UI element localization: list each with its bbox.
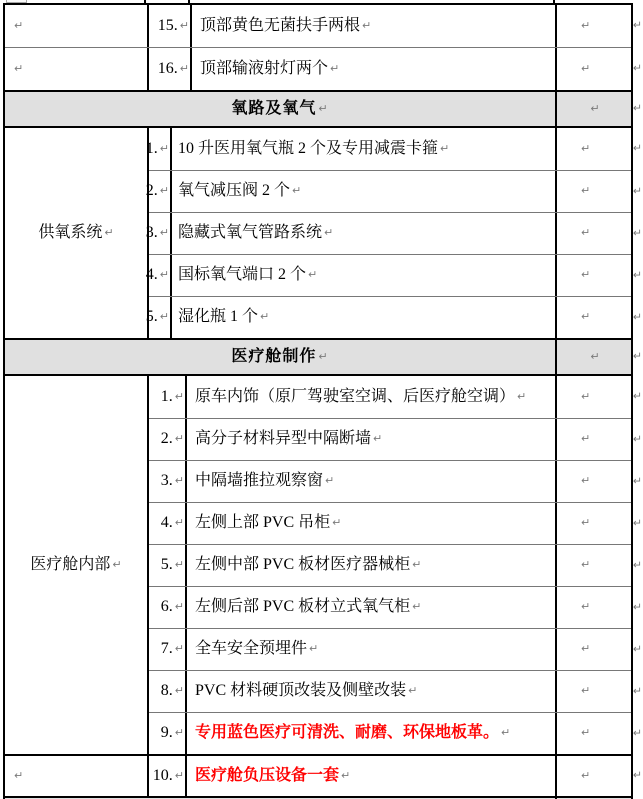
paragraph-mark-icon: ↵ [581, 768, 591, 782]
paragraph-mark-icon: ↵ [517, 389, 527, 403]
remarks-cell[interactable] [557, 213, 631, 254]
row-number-cell[interactable] [149, 629, 187, 670]
row-end-mark-icon: ↵ [632, 18, 642, 32]
description-cell[interactable] [187, 419, 557, 460]
description-cell[interactable] [192, 5, 557, 47]
row-end-mark-icon: ↵ [632, 726, 642, 740]
description-text-red: 专用蓝色医疗可清洗、耐磨、环保地板革。 [195, 724, 500, 742]
description-cell[interactable] [187, 461, 557, 502]
paragraph-mark-icon: ↵ [104, 225, 114, 239]
remarks-cell[interactable] [557, 461, 631, 502]
paragraph-mark-icon: ↵ [501, 726, 511, 740]
remarks-cell[interactable] [557, 629, 631, 670]
description-text: 国标氧气端口 2 个 [178, 266, 307, 284]
row-number: 3. [160, 472, 173, 490]
table-row-15 [5, 5, 642, 47]
paragraph-mark-icon: ↵ [179, 18, 189, 32]
description-cell[interactable] [187, 503, 557, 544]
remarks-cell[interactable] [557, 419, 631, 460]
row-number: 2. [145, 182, 158, 200]
paragraph-mark-icon: ↵ [14, 768, 24, 782]
row-number: 1. [145, 139, 158, 157]
remarks-cell[interactable] [557, 128, 631, 170]
paragraph-mark-icon: ↵ [159, 226, 169, 240]
paragraph-mark-icon: ↵ [412, 558, 422, 572]
paragraph-mark-icon: ↵ [373, 432, 383, 446]
row-end-mark-icon: ↵ [632, 474, 642, 488]
category-cell-empty[interactable] [5, 48, 149, 90]
paragraph-mark-icon: ↵ [179, 61, 189, 75]
paragraph-mark-icon: ↵ [408, 684, 418, 698]
paragraph-mark-icon: ↵ [330, 61, 340, 75]
row-number-cell[interactable] [149, 545, 187, 586]
section-title: 医疗舱制作 [231, 347, 317, 365]
row-number: 6. [160, 598, 173, 616]
row-number: 9. [160, 724, 173, 742]
paragraph-mark-icon: ↵ [14, 18, 24, 32]
category-cell-empty[interactable] [5, 5, 149, 47]
row-number: 1. [160, 387, 173, 405]
paragraph-mark-icon: ↵ [581, 18, 591, 32]
row-number: 4. [160, 514, 173, 532]
description-cell[interactable] [172, 171, 557, 212]
table-row [145, 254, 642, 296]
row-end-mark-icon: ↵ [632, 642, 642, 656]
section-header-oxygen [5, 90, 642, 128]
remarks-cell[interactable] [557, 545, 631, 586]
category-label: 供氧系统 [38, 223, 103, 241]
description-text: 中隔墙推拉观察窗 [195, 472, 324, 490]
table-row [145, 296, 642, 338]
paragraph-mark-icon: ↵ [581, 600, 591, 614]
paragraph-mark-icon: ↵ [581, 642, 591, 656]
paragraph-mark-icon: ↵ [174, 642, 184, 656]
row-number-cell[interactable] [149, 671, 187, 712]
row-number-cell[interactable] [145, 255, 172, 296]
table-row [149, 628, 642, 670]
description-text-red: 医疗舱负压设备一套 [195, 766, 340, 784]
section-header-cell[interactable] [5, 92, 557, 126]
table-row-16 [5, 47, 642, 90]
paragraph-mark-icon: ↵ [174, 474, 184, 488]
row-end-mark-icon: ↵ [632, 768, 642, 782]
row-number: 2. [160, 430, 173, 448]
row-number: 5. [160, 556, 173, 574]
paragraph-mark-icon: ↵ [581, 184, 591, 198]
table-row [149, 544, 642, 586]
row-number: 15. [157, 16, 178, 34]
description-cell[interactable] [187, 545, 557, 586]
row-end-mark-icon: ↵ [632, 558, 642, 572]
paragraph-mark-icon: ↵ [174, 768, 184, 782]
row-end-mark-icon: ↵ [632, 684, 642, 698]
description-cell[interactable] [187, 756, 557, 796]
paragraph-mark-icon: ↵ [318, 349, 329, 363]
paragraph-mark-icon: ↵ [590, 349, 600, 363]
row-end-mark-icon: ↵ [632, 226, 642, 240]
paragraph-mark-icon: ↵ [581, 141, 591, 155]
description-text: 左侧上部 PVC 吊柜 [195, 514, 331, 532]
table-row [145, 212, 642, 254]
description-text: 左侧后部 PVC 板材立式氧气柜 [195, 598, 411, 616]
row-end-mark-icon: ↵ [632, 101, 642, 115]
paragraph-mark-icon: ↵ [324, 226, 334, 240]
paragraph-mark-icon: ↵ [581, 558, 591, 572]
description-cell[interactable] [187, 629, 557, 670]
description-text: 隐藏式氧气管路系统 [178, 224, 323, 242]
section-header-cabin [5, 338, 642, 376]
row-end-mark-icon: ↵ [632, 141, 642, 155]
paragraph-mark-icon: ↵ [581, 474, 591, 488]
row-number-cell[interactable] [149, 376, 187, 418]
row-end-mark-icon: ↵ [632, 432, 642, 446]
paragraph-mark-icon: ↵ [292, 184, 302, 198]
section-title: 氧路及氧气 [231, 99, 317, 117]
row-number-cell[interactable] [149, 461, 187, 502]
row-number: 8. [160, 682, 173, 700]
row-end-mark-icon: ↵ [632, 516, 642, 530]
description-cell[interactable] [172, 213, 557, 254]
paragraph-mark-icon: ↵ [362, 18, 372, 32]
description-text: 左侧中部 PVC 板材医疗器械柜 [195, 556, 411, 574]
paragraph-mark-icon: ↵ [581, 226, 591, 240]
row-number-cell[interactable] [145, 171, 172, 212]
paragraph-mark-icon: ↵ [159, 268, 169, 282]
description-text: 全车安全预埋件 [195, 640, 308, 658]
table-row [149, 502, 642, 544]
description-text: 10 升医用氧气瓶 2 个及专用减震卡箍 [178, 139, 439, 157]
row-end-mark-icon: ↵ [632, 268, 642, 282]
paragraph-mark-icon: ↵ [318, 101, 329, 115]
paragraph-mark-icon: ↵ [341, 768, 351, 782]
description-cell[interactable] [172, 128, 557, 170]
paragraph-mark-icon: ↵ [581, 310, 591, 324]
paragraph-mark-icon: ↵ [174, 726, 184, 740]
description-text: 氧气减压阀 2 个 [178, 182, 291, 200]
remarks-cell[interactable] [557, 587, 631, 628]
table-row [149, 670, 642, 712]
description-text: 顶部黄色无菌扶手两根 [200, 16, 361, 34]
row-number: 3. [145, 224, 158, 242]
paragraph-mark-icon: ↵ [581, 61, 591, 75]
row-number-cell[interactable] [149, 587, 187, 628]
row-number: 4. [145, 266, 158, 284]
row-number: 16. [157, 59, 178, 77]
paragraph-mark-icon: ↵ [174, 516, 184, 530]
description-cell[interactable] [172, 255, 557, 296]
paragraph-mark-icon: ↵ [159, 310, 169, 324]
table-row [145, 128, 642, 170]
remarks-cell[interactable] [557, 297, 631, 338]
section-header-cell[interactable] [5, 340, 557, 374]
paragraph-mark-icon: ↵ [581, 684, 591, 698]
remarks-cell[interactable] [557, 48, 631, 90]
remarks-cell[interactable] [557, 92, 631, 126]
paragraph-mark-icon: ↵ [112, 557, 122, 571]
paragraph-mark-icon: ↵ [590, 101, 600, 115]
paragraph-mark-icon: ↵ [174, 600, 184, 614]
description-text: 原车内饰（原厂驾驶室空调、后医疗舱空调） [195, 387, 516, 405]
remarks-cell[interactable] [557, 340, 631, 374]
row-end-mark-icon: ↵ [632, 61, 642, 75]
description-cell[interactable] [192, 48, 557, 90]
remarks-cell[interactable] [557, 5, 631, 47]
description-cell[interactable] [187, 671, 557, 712]
row-number-cell[interactable] [145, 128, 172, 170]
paragraph-mark-icon: ↵ [440, 141, 450, 155]
paragraph-mark-icon: ↵ [325, 474, 335, 488]
row-end-mark-icon: ↵ [632, 349, 642, 363]
remarks-cell[interactable] [557, 756, 631, 796]
row-number: 7. [160, 640, 173, 658]
description-cell[interactable] [187, 376, 557, 418]
row-number-cell[interactable] [145, 297, 172, 338]
paragraph-mark-icon: ↵ [581, 268, 591, 282]
table-row [145, 170, 642, 212]
category-cell-empty[interactable] [5, 756, 149, 796]
table-row [149, 460, 642, 502]
row-end-mark-icon: ↵ [632, 600, 642, 614]
row-number-cell[interactable] [149, 419, 187, 460]
remarks-cell[interactable] [557, 376, 631, 418]
row-number-cell[interactable] [145, 213, 172, 254]
description-cell[interactable] [187, 587, 557, 628]
paragraph-mark-icon: ↵ [174, 684, 184, 698]
row-number: 5. [145, 308, 158, 326]
paragraph-mark-icon: ↵ [332, 516, 342, 530]
remarks-cell[interactable] [557, 503, 631, 544]
cabin-interior-section [5, 376, 642, 754]
description-text: 高分子材料异型中隔断墙 [195, 430, 372, 448]
row-end-mark-icon: ↵ [632, 310, 642, 324]
category-cell-cabin-interior[interactable] [5, 376, 149, 754]
paragraph-mark-icon: ↵ [581, 516, 591, 530]
description-text: 顶部输液射灯两个 [200, 59, 329, 77]
paragraph-mark-icon: ↵ [174, 389, 184, 403]
paragraph-mark-icon: ↵ [581, 432, 591, 446]
table-row [149, 418, 642, 460]
paragraph-mark-icon: ↵ [159, 184, 169, 198]
remarks-cell[interactable] [557, 713, 631, 754]
remarks-cell[interactable] [557, 171, 631, 212]
description-text: PVC 材料硬顶改装及侧壁改装 [195, 682, 407, 700]
paragraph-mark-icon: ↵ [174, 432, 184, 446]
row-number-cell[interactable] [149, 5, 192, 47]
paragraph-mark-icon: ↵ [159, 141, 169, 155]
table-row [149, 376, 642, 418]
row-number-cell[interactable] [149, 713, 187, 754]
oxygen-system-section [5, 128, 642, 338]
row-number: 10. [152, 766, 173, 784]
description-cell[interactable] [172, 297, 557, 338]
remarks-cell[interactable] [557, 671, 631, 712]
category-label: 医疗舱内部 [30, 555, 111, 573]
description-cell[interactable] [187, 713, 557, 754]
category-cell-oxygen-system[interactable] [5, 128, 149, 338]
description-text: 湿化瓶 1 个 [178, 308, 259, 326]
remarks-cell[interactable] [557, 255, 631, 296]
row-end-mark-icon: ↵ [632, 389, 642, 403]
row-number-cell[interactable] [149, 503, 187, 544]
row-number-cell[interactable] [149, 48, 192, 90]
paragraph-mark-icon: ↵ [581, 389, 591, 403]
table-row-floor [149, 712, 642, 754]
paragraph-mark-icon: ↵ [174, 558, 184, 572]
row-end-mark-icon: ↵ [632, 184, 642, 198]
paragraph-mark-icon: ↵ [581, 726, 591, 740]
row-number-cell[interactable] [149, 756, 187, 796]
paragraph-mark-icon: ↵ [260, 310, 270, 324]
paragraph-mark-icon: ↵ [14, 61, 24, 75]
paragraph-mark-icon: ↵ [308, 268, 318, 282]
paragraph-mark-icon: ↵ [309, 642, 319, 656]
paragraph-mark-icon: ↵ [412, 600, 422, 614]
table-row-negative-pressure [5, 754, 642, 796]
equipment-spec-table [3, 3, 642, 799]
table-row [149, 586, 642, 628]
